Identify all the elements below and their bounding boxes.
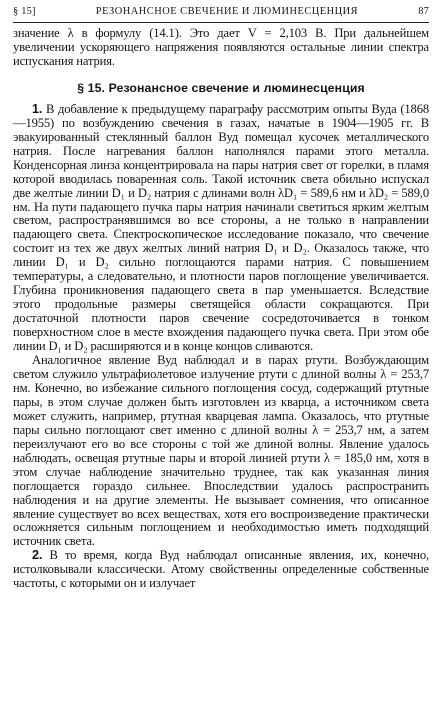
paragraph-1 <box>13 103 429 354</box>
paragraph-3-text: В то время, когда Вуд наблюдал описанные явления, их, конечно, истолковывали классически. Атому свойственны определенные собственные частоты, с которыми он и излучает <box>13 548 429 591</box>
running-head-title: РЕЗОНАНСНОЕ СВЕЧЕНИЕ И ЛЮМИНЕСЦЕНЦИЯ <box>95 6 359 17</box>
section-heading: § 15. Резонансное свечение и люминесценция <box>77 80 365 95</box>
body-text <box>13 27 429 591</box>
paragraph-number-1: 1. <box>32 101 43 116</box>
paragraph-3 <box>13 549 429 591</box>
page-number: 87 <box>418 6 429 17</box>
paragraph-number-2: 2. <box>32 548 43 563</box>
running-head-section: § 15] <box>13 6 36 17</box>
carried-over-paragraph: значение λ в формулу (14.1). Это дает V = 2,103 В. При дальнейшем увеличении ускоряющего напряжения появляются остальные линии спектра испускания натрия. <box>13 26 429 68</box>
running-head <box>13 6 429 23</box>
paragraph-1-text: В добавление к предыдущему параграфу рассмотрим опыты Вуда (1868—1955) по возбуждению свечения в газах, начатые в 1904—1905 гг. В эвакуированный стеклянный баллон Вуд помещал кусочек металлического натрия. После нагревания баллон наполнялся парами этого металла. Конденсорная линза концентрировала на пары натрия свет от горелки, в пламя которой вводилась поваренная соль. Такой источник света обильно испускал две желтые линии D₁ и D₂ натрия с длинами волн λD₁ = 589,6 нм и λD₂ = 589,0 нм. На пути падающего пучка пары натрия начинали светиться ярким желтым светом, распространявшимся во все стороны, а не только в направлении падающего света. Спектроскопическое исследование показало, что свечение состоит из тех же двух желтых линий натрия D₁ и D₂. Оказалось также, что линии D₁ и D₂ сильно поглощаются парами натрия. С повышением температуры, а следовательно, и плотности паров поглощение увеличивается. Глубина проникновения падающего света в пар уменьшается. Вследствие этого продольные размеры светящейся области сокращаются. При достаточной плотности паров свечение сосредоточивается в тонком поверхностном слое в месте вхождения падающего пучка света. При этом обе линии D₁ и D₂ расширяются и в конце концов сливаются. <box>13 101 429 354</box>
paragraph-2: Аналогичное явление Вуд наблюдал и в парах ртути. Возбуждающим светом служило ультрафиолетовое излучение ртути с длиной волны λ = 253,7 нм. Конечно, во избежание сильного поглощения сосуд, содержащий ртутные пары, в этом случае должен быть изготовлен из кварца, а источником света может служить, например, ртутная кварцевая лампа. Оказалось, что ртутные пары сильно поглощают свет именно с длиной волны λ = 253,7 нм, а затем переизлучают его во все стороны с той же длиной волны. Явление удалось наблюдать, освещая ртутные пары и второй линией ртути λ = 185,0 нм, хотя в этом случае наблюдение значительно труднее, так как указанная линия поглощается гораздо сильнее. Впоследствии удалось распространить наблюдения и на другие элементы. Не вызывает сомнения, что описанное явление существует во всех веществах, хотя его воспроизведение практически осложняется сильным поглощением и необходимостью иметь подходящий источник света. <box>13 353 429 549</box>
